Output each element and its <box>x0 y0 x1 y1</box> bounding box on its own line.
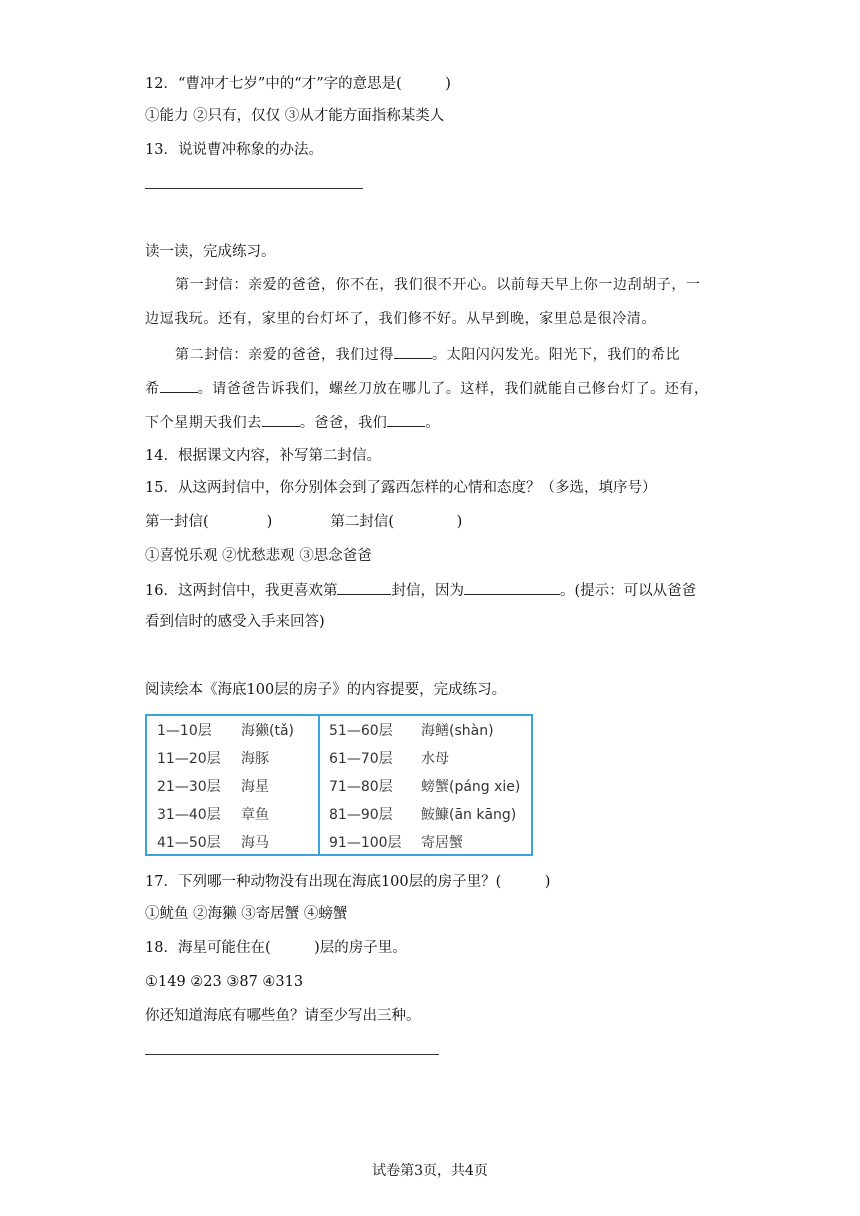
table-animal: 海马 <box>241 835 269 851</box>
table-floor-range: 61—70层 <box>329 751 393 767</box>
table-floor-range: 1—10层 <box>157 723 212 739</box>
blank-2[interactable] <box>160 378 198 393</box>
letter-2-text: 希 <box>145 381 160 397</box>
table-floor-range: 51—60层 <box>329 723 393 739</box>
letter-2-line-3 <box>145 412 440 433</box>
table-animal: 章鱼 <box>241 807 269 823</box>
question-18: 18．海星可能住在( )层的房子里。 <box>145 940 407 956</box>
letter-2-text: 下个星期天我们去 <box>145 415 262 431</box>
table-floor-range: 11—20层 <box>157 751 221 767</box>
blank-1[interactable] <box>394 344 432 359</box>
table-animal: 海獭(tǎ) <box>241 723 294 739</box>
table-animal: 螃蟹(páng xie) <box>421 779 521 795</box>
table-animal: 水母 <box>421 751 449 767</box>
letter-2-text: 第二封信：亲爱的爸爸，我们过得 <box>175 347 394 363</box>
question-17-options: ①鱿鱼 ②海獭 ③寄居蟹 ④螃蟹 <box>145 906 348 922</box>
table-animal: 海鳝(shàn) <box>421 723 494 739</box>
table-floor-range: 91—100层 <box>329 835 402 851</box>
reading-instruction-2: 阅读绘本《海底100层的房子》的内容提要，完成练习。 <box>145 682 507 698</box>
table-floor-range: 81—90层 <box>329 807 393 823</box>
table-floor-range: 31—40层 <box>157 807 221 823</box>
table-animal: 海星 <box>241 779 269 795</box>
reading-instruction-1: 读一读，完成练习。 <box>145 244 276 260</box>
table-animal: 海豚 <box>241 751 269 767</box>
question-16-text: 。(提示：可以从爸爸 <box>559 583 697 599</box>
table-floor-range: 21—30层 <box>157 779 221 795</box>
question-18-options: ①149 ②23 ③87 ④313 <box>145 974 304 990</box>
blank-16b[interactable] <box>464 580 560 595</box>
floor-table <box>145 714 533 856</box>
question-12-options: ①能力 ②只有，仅仅 ③从才能方面指称某类人 <box>145 108 445 124</box>
answer-line-13[interactable] <box>145 188 363 189</box>
page-footer: 试卷第3页，共4页 <box>372 1163 488 1179</box>
question-13: 13．说说曹冲称象的办法。 <box>145 142 323 158</box>
letter-2-text: 。请爸爸告诉我们，螺丝刀放在哪儿了。这样，我们就能自己修台灯了。还有， <box>197 381 709 397</box>
question-16 <box>145 580 696 601</box>
blank-4[interactable] <box>387 412 425 427</box>
question-19: 你还知道海底有哪些鱼？请至少写出三种。 <box>145 1008 421 1024</box>
question-16-line-2: 看到信时的感受入手来回答) <box>145 614 325 630</box>
letter-2-text: 。爸爸，我们 <box>299 415 388 431</box>
question-17: 17．下列哪一种动物没有出现在海底100层的房子里？( ) <box>145 874 551 890</box>
letter-2-text: 。 <box>425 415 441 431</box>
table-floor-range: 41—50层 <box>157 835 221 851</box>
table-divider <box>318 716 320 854</box>
table-animal: 鮟鱇(ān kāng) <box>421 807 517 823</box>
question-16-text: 16．这两封信中，我更喜欢第 <box>145 583 338 599</box>
blank-16a[interactable] <box>337 580 391 595</box>
question-15-options: ①喜悦乐观 ②忧愁悲观 ③思念爸爸 <box>145 548 372 564</box>
table-animal: 寄居蟹 <box>421 835 463 851</box>
question-12: 12．“曹冲才七岁”中的“才”字的意思是( ) <box>145 76 451 92</box>
blank-3[interactable] <box>262 412 300 427</box>
question-14: 14．根据课文内容，补写第二封信。 <box>145 448 381 464</box>
question-15: 15．从这两封信中，你分别体会到了露西怎样的心情和态度？（多选，填序号） <box>145 480 657 496</box>
question-16-text: 封信，因为 <box>391 583 464 599</box>
letter-1-line-1: 第一封信：亲爱的爸爸，你不在，我们很不开心。以前每天早上你一边刮胡子，一 <box>175 277 701 293</box>
letter-2-line-1 <box>175 344 680 365</box>
answer-line-19[interactable] <box>145 1054 439 1055</box>
letter-1-line-2: 边逗我玩。还有，家里的台灯坏了，我们修不好。从早到晚，家里总是很冷清。 <box>145 311 656 327</box>
question-15-fill: 第一封信( ) 第二封信( ) <box>145 514 463 530</box>
letter-2-line-2 <box>145 378 709 399</box>
letter-2-text: 。太阳闪闪发光。阳光下，我们的希比 <box>432 347 681 363</box>
table-floor-range: 71—80层 <box>329 779 393 795</box>
